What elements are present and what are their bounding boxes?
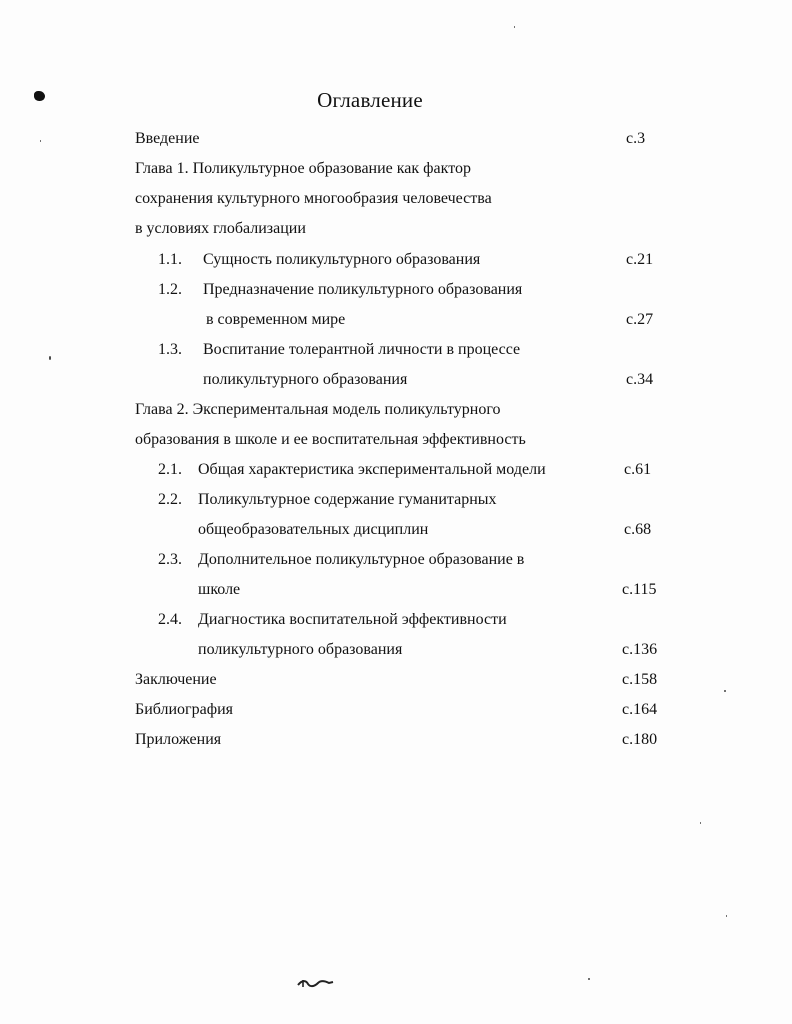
toc-text: школе xyxy=(198,581,241,598)
toc-number: 1.2. xyxy=(158,281,182,298)
toc-text: Диагностика воспитательной эффективности xyxy=(198,611,507,628)
scan-speck xyxy=(726,915,727,917)
handwritten-mark xyxy=(296,976,336,990)
toc-text: в современном мире xyxy=(206,311,346,328)
toc-text: Сущность поликультурного образования xyxy=(203,251,481,268)
scan-speck xyxy=(700,822,701,824)
toc-text: Приложения xyxy=(135,731,222,748)
toc-text: в условиях глобализации xyxy=(135,220,306,237)
toc-text: Глава 1. Поликультурное образование как фактор xyxy=(135,160,471,177)
toc-page: с.34 xyxy=(626,371,654,388)
toc-number: 2.2. xyxy=(158,491,182,508)
toc-text: Дополнительное поликультурное образование в xyxy=(198,551,525,568)
toc-page: с.61 xyxy=(624,461,652,478)
scan-speck xyxy=(588,978,590,980)
toc-page: с.136 xyxy=(622,641,658,658)
toc-text: Воспитание толерантной личности в процессе xyxy=(203,341,521,358)
toc-number: 2.1. xyxy=(158,461,182,478)
toc-page: с.164 xyxy=(622,701,658,718)
toc-page: с.27 xyxy=(626,311,654,328)
toc-text: общеобразовательных дисциплин xyxy=(198,521,429,538)
scan-speck xyxy=(49,356,51,360)
toc-page: с.3 xyxy=(626,130,646,147)
toc-page: с.68 xyxy=(624,521,652,538)
toc-number: 1.3. xyxy=(158,341,182,358)
toc-text: сохранения культурного многообразия человечества xyxy=(135,190,492,207)
toc-text: Заключение xyxy=(135,671,217,688)
toc-text: Глава 2. Экспериментальная модель поликультурного xyxy=(135,401,501,418)
toc-page: с.180 xyxy=(622,731,658,748)
toc-text: Предназначение поликультурного образования xyxy=(203,281,523,298)
page-title: Оглавление xyxy=(317,88,423,112)
toc-text: Поликультурное содержание гуманитарных xyxy=(198,491,497,508)
toc-text: Библиография xyxy=(135,701,233,718)
toc-page: с.158 xyxy=(622,671,658,688)
toc-number: 2.4. xyxy=(158,611,182,628)
toc-text: поликультурного образования xyxy=(198,641,403,658)
scan-speck xyxy=(724,690,726,692)
scan-speck xyxy=(514,26,515,28)
toc-text: Общая характеристика экспериментальной модели xyxy=(198,461,546,478)
toc-number: 1.1. xyxy=(158,251,182,268)
toc-text: поликультурного образования xyxy=(203,371,408,388)
toc-number: 2.3. xyxy=(158,551,182,568)
toc-text: Введение xyxy=(135,130,200,147)
toc-page: с.115 xyxy=(622,581,657,598)
toc-text: образования в школе и ее воспитательная эффективность xyxy=(135,431,526,448)
toc-page: с.21 xyxy=(626,251,654,268)
scan-speck xyxy=(40,140,41,142)
